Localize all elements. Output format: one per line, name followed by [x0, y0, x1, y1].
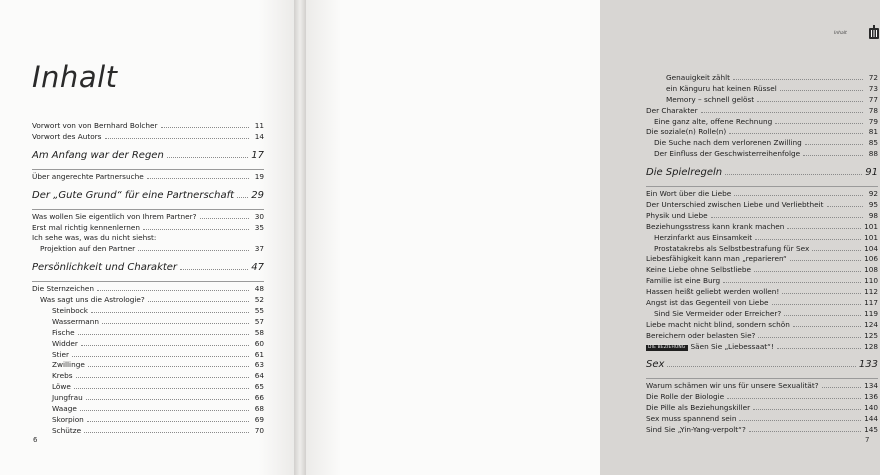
toc-entry-text: Sind Sie Vermeider oder Erreicher?: [654, 308, 782, 318]
toc-leader-dots: [723, 282, 861, 283]
toc-leader-dots: [105, 138, 250, 139]
toc-entry-text: Projektion auf den Partner: [40, 244, 136, 254]
toc-entry: [32, 306, 264, 317]
toc-leader-dots: [758, 337, 861, 338]
toc-page-number: 134: [864, 381, 878, 391]
toc-leader-dots: [87, 421, 249, 422]
toc-entry: [646, 95, 878, 106]
toc-entry-text: Skorpion: [52, 414, 84, 424]
toc-entry-title: [52, 426, 81, 437]
toc-entry: [646, 414, 878, 425]
toc-page-number: 60: [254, 338, 264, 348]
toc-page-number: 57: [254, 316, 264, 326]
toc-leader-dots: [711, 217, 863, 218]
toc-page-number: 17: [251, 149, 264, 161]
toc-entry-title: [646, 298, 769, 309]
toc-entry-title: [32, 263, 177, 274]
toc-entry-text: Die Rolle der Biologie: [646, 392, 725, 402]
toc-entry-title: [52, 306, 88, 317]
toc-page-number: 52: [254, 295, 264, 305]
toc-entry: [646, 265, 878, 276]
toc-entry-text: Am Anfang war der Regen: [32, 149, 164, 161]
toc-entry-title: [666, 95, 754, 106]
toc-entry-title: [40, 295, 145, 306]
toc-entry-text: Über angerechte Partnersuche: [32, 171, 144, 181]
toc-page-number: 68: [254, 404, 264, 414]
toc-entry-title: [52, 382, 71, 393]
page-number-left: 6: [33, 436, 38, 444]
toc-entry-text: Sex muss spannend sein: [646, 414, 737, 424]
toc-entry-text: Sex: [646, 359, 665, 371]
toc-page-number: 35: [254, 222, 264, 232]
toc-leader-dots: [76, 377, 249, 378]
toc-leader-dots: [755, 239, 861, 240]
toc-page-number: 145: [864, 425, 878, 435]
toc-page-number: 70: [254, 425, 264, 435]
toc-entry-text: Löwe: [52, 382, 71, 392]
toc-entry-title: [52, 339, 78, 350]
toc-entry-text: Prostatakrebs als Selbstbestrafung für Sex: [654, 243, 810, 253]
toc-entry-text: Vorwort von von Bernhard Bolcher: [32, 121, 158, 130]
toc-entry-title: [646, 211, 708, 222]
toc-leader-dots: [86, 399, 249, 400]
toc-page-number: 30: [254, 211, 264, 221]
toc-entry-title: [646, 425, 746, 436]
toc-entry: [646, 331, 878, 342]
toc-entry-title: [52, 404, 77, 415]
toc-page-number: 91: [865, 167, 878, 179]
toc-entry-text: Die Spielregeln: [646, 167, 723, 179]
toc-entry: [646, 276, 878, 287]
toc-entry-text: Der Unterschied zwischen Liebe und Verliebtheit: [646, 200, 824, 210]
toc-entry-title: [654, 117, 772, 128]
toc-leader-dots: [91, 312, 249, 313]
toc-page-number: 29: [251, 189, 264, 201]
toc-leader-dots: [734, 195, 863, 196]
toc-leader-dots: [803, 155, 863, 156]
toc-entry-text: Schütze: [52, 425, 82, 435]
toc-entry: [32, 350, 264, 361]
toc-leader-dots: [74, 388, 249, 389]
toc-leader-dots: [102, 323, 249, 324]
toc-leader-dots: [138, 250, 249, 251]
toc-entry: [32, 404, 264, 415]
toc-entry-title: [646, 168, 722, 179]
toc-entry: [32, 284, 264, 295]
toc-badge: DIE BEZIEHUNG: [648, 344, 686, 350]
toc-entry: [32, 121, 264, 132]
toc-entry-text: ein Känguru hat keinen Rüssel: [666, 83, 777, 93]
toc-leader-dots: [161, 127, 250, 128]
toc-entry-title: [32, 223, 140, 234]
toc-entry-text: Widder: [52, 338, 78, 348]
toc-leader-dots: [147, 178, 249, 179]
toc-entry-text: Beziehungsstress kann krank machen: [646, 221, 785, 231]
toc-leader-dots: [725, 174, 862, 175]
toc-entry-text: Jungfrau: [52, 393, 83, 403]
toc-entry: [646, 117, 878, 128]
toc-page-number: 48: [254, 284, 264, 294]
toc-page-number: 19: [254, 171, 264, 181]
toc-page-number: 125: [864, 330, 878, 340]
toc-entry: [32, 393, 264, 404]
right-page: [306, 0, 878, 475]
toc-entry-text: Was sagt uns die Astrologie?: [40, 295, 145, 305]
toc-chapter-heading: [646, 360, 878, 379]
toc-entry-text: Wassermann: [52, 316, 100, 326]
toc-chapter-heading: [32, 151, 264, 170]
toc-entry: [646, 298, 878, 309]
toc-leader-dots: [729, 133, 863, 134]
toc-leader-dots: [180, 269, 248, 270]
toc-entry-text: Angst ist das Gegenteil von Liebe: [646, 298, 769, 308]
toc-leader-dots: [772, 304, 862, 305]
toc-leader-dots: [777, 348, 861, 349]
toc-page-number: 112: [864, 287, 878, 297]
toc-entry-text: Erst mal richtig kennenlernen: [32, 222, 140, 232]
toc-entry-text: Persönlichkeit und Charakter: [32, 262, 178, 274]
toc-entry: [32, 360, 264, 371]
table-of-contents-left: [32, 121, 264, 437]
toc-entry-text: Zwillinge: [52, 360, 85, 370]
toc-entry: [32, 223, 264, 234]
toc-entry: [646, 200, 878, 211]
toc-entry-title: [40, 244, 135, 255]
left-page: [0, 0, 294, 475]
toc-page-number: 140: [864, 403, 878, 413]
toc-page-number: 58: [254, 327, 264, 337]
toc-entry-text: Stier: [52, 349, 70, 359]
toc-entry-text: Die Sternzeichen: [32, 284, 95, 294]
toc-entry: [646, 244, 878, 255]
toc-page-number: 119: [864, 308, 878, 318]
toc-entry: [646, 149, 878, 160]
toc-leader-dots: [701, 112, 863, 113]
toc-entry-title: [52, 317, 99, 328]
toc-leader-dots: [727, 398, 861, 399]
toc-entry: [646, 425, 878, 436]
toc-entry-text: Vorwort des Autors: [32, 131, 102, 141]
toc-leader-dots: [780, 90, 863, 91]
toc-page-number: 79: [868, 116, 878, 126]
toc-page-number: 14: [254, 131, 264, 141]
toc-entry: [646, 106, 878, 117]
toc-leader-dots: [237, 197, 248, 198]
toc-leader-dots: [787, 228, 861, 229]
toc-leader-dots: [143, 229, 249, 230]
toc-entry-title: [32, 212, 197, 223]
toc-page-number: 101: [864, 232, 878, 242]
running-header: Inhalt: [834, 31, 847, 36]
toc-leader-dots: [754, 271, 861, 272]
toc-entry-title: [646, 342, 774, 353]
toc-entry-text: Liebe macht nicht blind, sondern schön: [646, 319, 790, 329]
toc-leader-dots: [749, 431, 861, 432]
toc-entry-title: [646, 360, 664, 371]
toc-leader-dots: [84, 432, 249, 433]
toc-entry-title: [52, 328, 75, 339]
toc-entry-text: Familie ist eine Burg: [646, 276, 721, 286]
toc-entry: [32, 212, 264, 223]
toc-leader-dots: [167, 157, 248, 158]
toc-entry-text: Die soziale(n) Rolle(n): [646, 127, 727, 137]
toc-entry-title: [646, 254, 787, 265]
toc-page-number: 104: [864, 243, 878, 253]
toc-entry-title: [52, 415, 84, 426]
toc-page-number: 37: [254, 244, 264, 254]
toc-entry-text: Memory – schnell gelöst: [666, 94, 755, 104]
toc-entry: [646, 403, 878, 414]
toc-leader-dots: [739, 420, 861, 421]
toc-leader-dots: [775, 123, 863, 124]
toc-leader-dots: [148, 301, 249, 302]
toc-entry-title: [654, 244, 809, 255]
toc-entry-title: [32, 284, 94, 295]
toc-entry-text: Die Suche nach dem verlorenen Zwilling: [654, 138, 802, 148]
toc-page-number: 124: [864, 319, 878, 329]
book-gutter: [294, 0, 306, 475]
toc-entry-text: Fische: [52, 327, 75, 337]
page-number-right: 7: [865, 436, 870, 444]
toc-entry: [32, 328, 264, 339]
toc-entry-title: [646, 189, 731, 200]
toc-leader-dots: [80, 410, 249, 411]
toc-entry-text: Waage: [52, 404, 77, 414]
toc-leader-dots: [784, 315, 861, 316]
toc-entry-title: [654, 149, 800, 160]
toc-leader-dots: [805, 144, 863, 145]
toc-leader-dots: [793, 326, 861, 327]
toc-entry-title: [52, 393, 83, 404]
toc-entry-title: [666, 84, 777, 95]
toc-leader-dots: [822, 387, 861, 388]
toc-entry: [32, 371, 264, 382]
toc-page-number: 64: [254, 371, 264, 381]
toc-entry: [646, 309, 878, 320]
toc-entry-title: [52, 371, 73, 382]
toc-entry-title: [646, 331, 755, 342]
toc-leader-dots: [78, 334, 249, 335]
toc-entry-text: Herzinfarkt aus Einsamkeit: [654, 232, 753, 242]
toc-entry: [646, 138, 878, 149]
toc-entry: [646, 73, 878, 84]
toc-entry: [32, 295, 264, 306]
toc-entry-title: [654, 309, 781, 320]
toc-leader-dots: [812, 250, 861, 251]
toc-entry: [646, 381, 878, 392]
toc-page-number: 63: [254, 360, 264, 370]
toc-entry: [32, 317, 264, 328]
toc-chapter-heading: [32, 263, 264, 282]
toc-entry: [32, 382, 264, 393]
toc-entry: [32, 339, 264, 350]
toc-entry-title: [52, 350, 69, 361]
toc-page-number: 72: [868, 73, 878, 82]
toc-page-number: 101: [864, 221, 878, 231]
toc-entry-text: Keine Liebe ohne Selbstliebe: [646, 265, 752, 275]
toc-entry: [646, 287, 878, 298]
toc-entry-title: [646, 414, 736, 425]
toc-entry-title: [646, 276, 720, 287]
toc-leader-dots: [782, 293, 861, 294]
toc-entry: [646, 320, 878, 331]
toc-entry-text: Steinbock: [52, 306, 88, 316]
toc-entry: [32, 426, 264, 437]
toc-page-number: 47: [251, 262, 264, 274]
toc-page-number: 11: [254, 121, 264, 130]
toc-leader-dots: [753, 409, 861, 410]
toc-page-number: 144: [864, 414, 878, 424]
toc-page-number: 108: [864, 265, 878, 275]
toc-chapter-heading: [32, 191, 264, 210]
toc-entry-text: Eine ganz alte, offene Rechnung: [654, 116, 773, 126]
toc-page-number: 81: [868, 127, 878, 137]
toc-entry-text: Der Einfluss der Geschwisterreihenfolge: [654, 149, 801, 159]
toc-entry-text: Ein Wort über die Liebe: [646, 189, 732, 199]
toc-page-number: 65: [254, 382, 264, 392]
toc-page-number: 88: [868, 149, 878, 159]
toc-entry-text: Bereichern oder belasten Sie?: [646, 330, 756, 340]
toc-entry-title: [666, 73, 730, 84]
toc-entry-text: Warum schämen wir uns für unsere Sexualität?: [646, 381, 819, 391]
toc-entry: [32, 244, 264, 255]
toc-entry: [646, 127, 878, 138]
toc-entry-title: [654, 138, 802, 149]
toc-entry: [32, 415, 264, 426]
toc-entry-title: [654, 233, 752, 244]
toc-entry-title: [646, 287, 779, 298]
toc-page-number: 106: [864, 254, 878, 264]
toc-page-number: 117: [864, 298, 878, 308]
toc-entry: [646, 233, 878, 244]
toc-entry-title: [646, 222, 784, 233]
toc-entry: [32, 172, 264, 183]
toc-leader-dots: [200, 218, 249, 219]
toc-entry-title: [646, 392, 724, 403]
toc-entry-title: [52, 360, 85, 371]
toc-page-number: 110: [864, 276, 878, 286]
toc-entry-text: Ich sehe was, was du nicht siehst:: [32, 233, 157, 243]
toc-entry-title: [32, 172, 144, 183]
toc-entry-title: [646, 381, 819, 392]
toc-page-number: 78: [868, 105, 878, 115]
toc-entry-title: [646, 320, 790, 331]
toc-entry-text: Die Pille als Beziehungskiller: [646, 403, 751, 413]
toc-page-number: 69: [254, 414, 264, 424]
toc-leader-dots: [667, 366, 855, 367]
toc-page-number: 98: [868, 210, 878, 220]
toc-page-number: 85: [868, 138, 878, 148]
toc-page-number: 95: [868, 200, 878, 210]
toc-entry-title: [646, 127, 726, 138]
toc-entry-text: Krebs: [52, 371, 73, 381]
toc-entry: [646, 342, 878, 353]
toc-entry-title: [646, 403, 750, 414]
toc-entry-text: Physik und Liebe: [646, 210, 708, 220]
toc-entry-text: Der Charakter: [646, 105, 698, 115]
table-of-contents-right: [646, 73, 878, 436]
toc-entry-title: [646, 200, 824, 211]
toc-leader-dots: [97, 290, 249, 291]
toc-entry: [646, 254, 878, 265]
toc-entry-title: [32, 233, 156, 244]
toc-entry-text: Säen Sie „Liebessaat“!: [690, 341, 774, 351]
toc-entry: [646, 84, 878, 95]
toc-leader-dots: [790, 260, 861, 261]
toc-leader-dots: [72, 356, 249, 357]
toc-entry-text: Der „Gute Grund“ für eine Partnerschaft: [32, 189, 235, 201]
birdcage-icon: [868, 24, 880, 40]
toc-leader-dots: [88, 366, 249, 367]
toc-page-number: 133: [858, 359, 878, 371]
toc-leader-dots: [757, 101, 863, 102]
toc-page-number: 77: [868, 94, 878, 104]
toc-page-number: 92: [868, 189, 878, 199]
toc-entry: [646, 211, 878, 222]
toc-leader-dots: [827, 206, 863, 207]
toc-entry: [646, 222, 878, 233]
toc-entry-text: Genauigkeit zählt: [666, 73, 731, 82]
toc-entry-text: Sind Sie „Yin-Yang-verpolt“?: [646, 425, 746, 435]
toc-entry-text: Liebesfähigkeit kann man „reparieren“: [646, 254, 787, 264]
toc-entry-title: [32, 121, 158, 132]
toc-entry-title: [646, 265, 751, 276]
toc-entry-text: Hassen heißt geliebt werden wollen!: [646, 287, 780, 297]
toc-entry-title: [32, 132, 102, 143]
page-title: Inhalt: [32, 60, 118, 94]
toc-entry: [646, 189, 878, 200]
toc-entry: [32, 233, 264, 244]
toc-page-number: 66: [254, 393, 264, 403]
toc-page-number: 55: [254, 306, 264, 316]
toc-chapter-heading: [646, 168, 878, 187]
toc-entry-title: [646, 106, 698, 117]
toc-leader-dots: [81, 345, 249, 346]
toc-entry: [646, 392, 878, 403]
toc-page-number: 128: [864, 341, 878, 351]
toc-entry-text: Was wollen Sie eigentlich von Ihrem Partner?: [32, 211, 197, 221]
toc-entry-title: [32, 151, 164, 162]
toc-entry-title: [32, 191, 234, 202]
toc-entry: [32, 132, 264, 143]
toc-page-number: 73: [868, 83, 878, 93]
toc-page-number: 61: [254, 349, 264, 359]
toc-leader-dots: [733, 79, 863, 80]
toc-page-number: 136: [864, 392, 878, 402]
